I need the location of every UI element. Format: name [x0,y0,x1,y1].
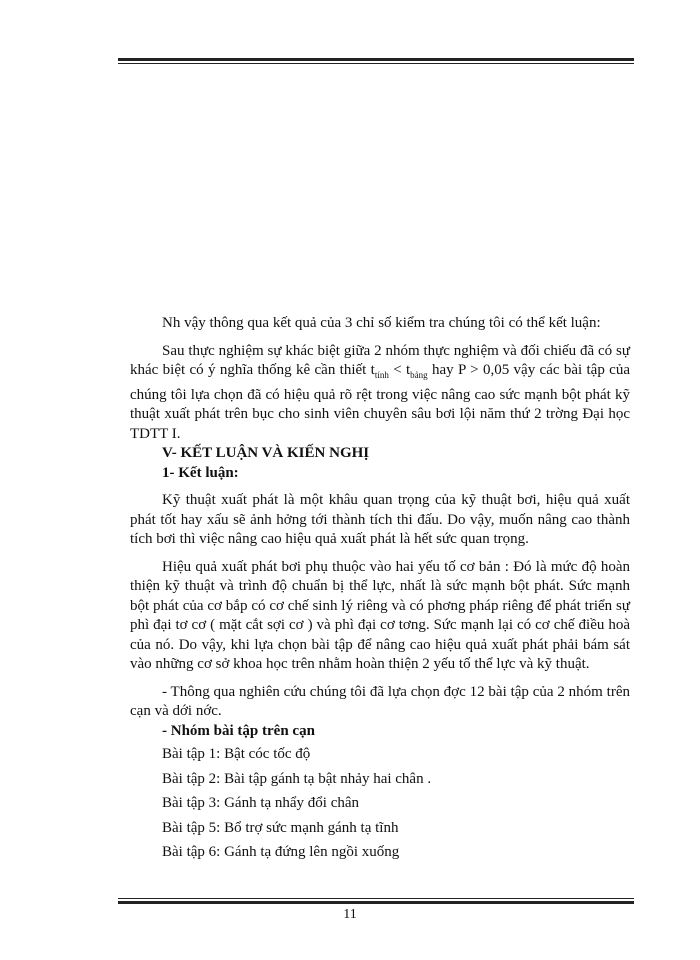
conclusion-paragraph-2: Hiệu quả xuất phát bơi phụ thuộc vào hai yếu tố cơ bản : Đó là mức độ hoàn thiện kỹ thuật và trình độ chuẩn bị thể lực, nhất là sức mạnh bột phát. Sức mạnh bột phát của cơ bắp có cơ chế sinh lý riêng và có phơng pháp riêng để phát triển sự phì đại tơ cơ ( mặt cắt sợi cơ ) và phì đại cơ tơng. Sức mạnh lại có cơ chế điều hoà của nó. Do vậy, khi lựa chọn bài tập để nâng cao hiệu quả xuất phát phải bám sát vào những cơ sở khoa học trên nhằm hoàn thiện 2 yếu tố thể lực và kỹ thuật. [130,558,630,672]
result-text-start: Sau thực nghiệm sự khác biệt giữa 2 nhóm thực nghiệm và đối chiếu đã có sự khác biệt có ý nghĩa thống kê cần thiết t [130,342,630,378]
page-number: 11 [343,907,357,922]
result-text-mid: < t [388,362,411,378]
exercise-item: Bài tập 2: Bài tập gánh tạ bật nhảy hai chân . [162,770,432,787]
subsection-heading: 1- Kết luận: [162,464,239,481]
result-text-end: hay P > 0,05 vậy các bài tập của chúng tôi lựa chọn đã có hiệu quả rõ rệt trong việc nâng cao sức mạnh bột phát kỹ thuật xuất phát trên bục cho sinh viên chuyên sâu bơi lội năm thứ 2 trờng Đại học TDTT I. [130,362,630,442]
conclusion-paragraph-1: Kỹ thuật xuất phát là một khâu quan trọng của kỹ thuật bơi, hiệu quả xuất phát tốt hay xấu sẽ ảnh hởng tới thành tích thi đấu. Do vậy, muốn nâng cao thành tích bơi thì việc nâng cao hiệu quả xuất phát là hết sức quan trọng. [130,492,630,547]
t-calc-subscript: tính [374,370,389,380]
exercise-item: Bài tập 5: Bổ trợ sức mạnh gánh tạ tĩnh [162,819,399,836]
result-paragraph [130,342,630,445]
t-table-subscript: bảng [410,370,428,380]
exercise-item: Bài tập 3: Gánh tạ nhẩy đổi chân [162,795,360,811]
exercise-item: Bài tập 6: Gánh tạ đứng lên ngồi xuống [162,844,400,860]
page-body [130,314,630,863]
section-heading: V- KẾT LUẬN VÀ KIẾN NGHỊ [162,445,370,461]
intro-line: Nh vậy thông qua kết quả của 3 chỉ số kiểm tra chúng tôi có thể kết luận: [162,315,601,331]
exercise-item: Bài tập 1: Bật cóc tốc độ [162,746,311,762]
group-heading: - Nhóm bài tập trên cạn [162,722,315,739]
header-rule [118,58,634,64]
exercise-list [130,745,630,863]
footer-rule [118,898,634,904]
conclusion-paragraph-3: - Thông qua nghiên cứu chúng tôi đã lựa chọn đợc 12 bài tập của 2 nhóm trên cạn và dới nớc. [130,683,630,719]
